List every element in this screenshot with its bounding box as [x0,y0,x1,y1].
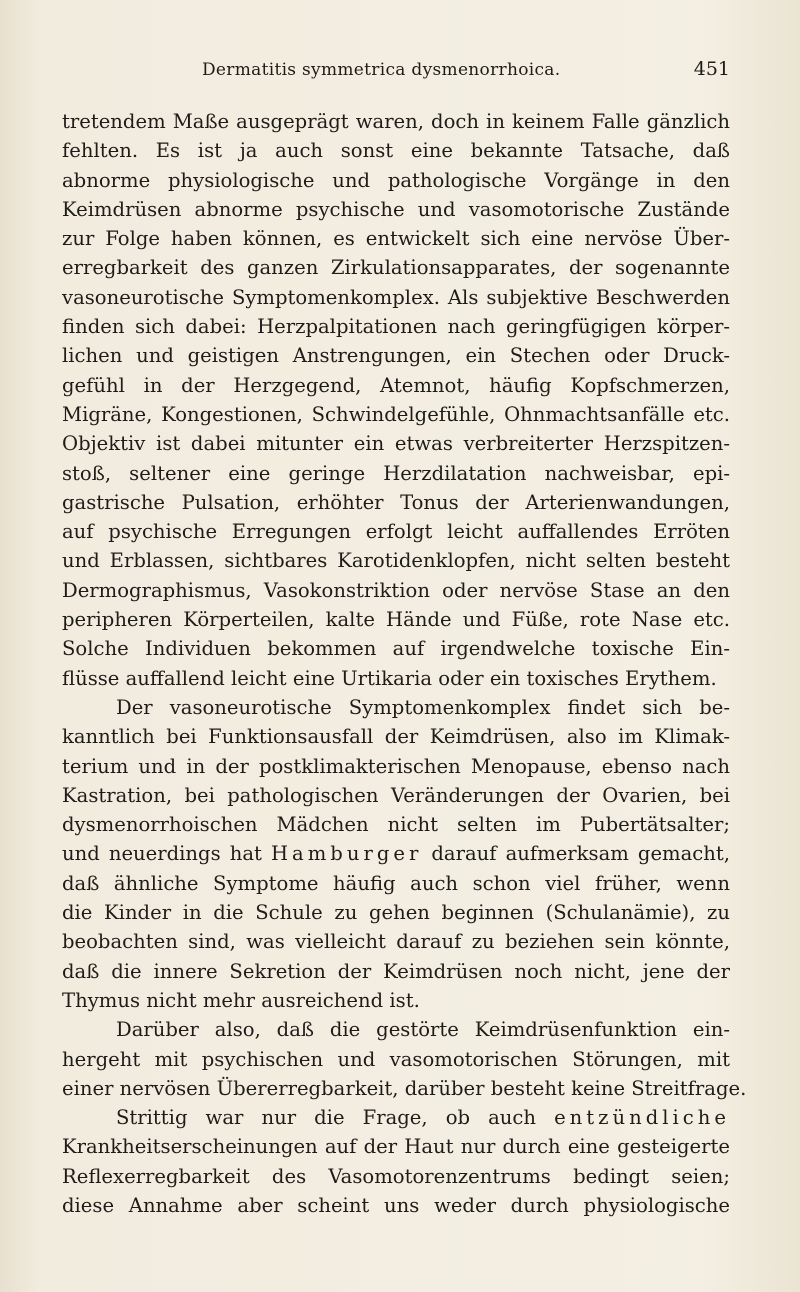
text-line: Thymus nicht mehr ausreichend ist. [62,988,420,1012]
text-line: beobachten sind, was vielleicht darauf zu beziehen sein könnte, [62,930,730,954]
text-line: terium und in der postklimakterischen Menopause, ebenso nach [62,754,730,778]
text-line: Strittig war nur die Frage, ob auch entzündliche [116,1106,730,1130]
text-line: und neuerdings hat Hamburger darauf aufmerksam gemacht, [62,842,730,866]
text-line: finden sich dabei: Herzpalpitationen nach geringfügigen körper- [62,315,730,339]
emphasized-word: entzündliche [554,1106,730,1130]
text-line: abnorme physiologische und pathologische Vorgänge in den [62,168,730,192]
text-line: daß ähnliche Symptome häufig auch schon viel früher, wenn [62,871,730,895]
body-text [62,107,747,1220]
text-line: diese Annahme aber scheint uns weder durch physiologische [62,1193,730,1217]
text-line: daß die innere Sekretion der Keimdrüsen noch nicht, jene der [62,959,730,983]
text-line: Migräne, Kongestionen, Schwindelgefühle, Ohnmachtsanfälle etc. [62,402,730,426]
running-title: Dermatitis symmetrica dysmenorrhoica. [202,60,561,80]
text-line: tretendem Maße ausgeprägt waren, doch in keinem Falle gänzlich [62,110,730,133]
text-line: Keimdrüsen abnorme psychische und vasomotorische Zustände [62,197,730,221]
text-line: lichen und geistigen Anstrengungen, ein Stechen oder Druck- [62,344,730,368]
text-line: peripheren Körperteilen, kalte Hände und Füße, rote Nase etc. [62,608,730,632]
page-number: 451 [693,58,730,80]
text-line: Reflexerregbarkeit des Vasomotorenzentrums bedingt seien; [62,1164,730,1188]
text-line: und Erblassen, sichtbares Karotidenklopfen, nicht selten besteht [62,549,730,573]
text-line: gefühl in der Herzgegend, Atemnot, häufig Kopfschmerzen, [62,373,730,397]
text-line: Kastration, bei pathologischen Veränderungen der Ovarien, bei [62,783,730,807]
text-line: Krankheitserscheinungen auf der Haut nur durch eine gesteigerte [62,1135,730,1159]
text-line: fehlten. Es ist ja auch sonst eine bekannte Tatsache, daß [62,139,730,163]
text-line: Der vasoneurotische Symptomenkomplex findet sich be- [116,695,730,719]
text-line: Dermographismus, Vasokonstriktion oder nervöse Stase an den [62,578,730,602]
text-line: hergeht mit psychischen und vasomotorischen Störungen, mit [62,1047,730,1071]
text-line: die Kinder in die Schule zu gehen beginnen (Schulanämie), zu [62,901,730,925]
text-line: gastrische Pulsation, erhöhter Tonus der Arterienwandungen, [62,490,730,514]
text-line: Darüber also, daß die gestörte Keimdrüsenfunktion ein- [116,1018,730,1042]
text-line: flüsse auffallend leicht eine Urtikaria oder ein toxisches Erythem. [62,666,717,690]
text-line: erregbarkeit des ganzen Zirkulationsapparates, der sogenannte [62,256,730,280]
text-line: stoß, seltener eine geringe Herzdilatation nachweisbar, epi- [62,461,730,485]
text-line: zur Folge haben können, es entwickelt sich eine nervöse Über- [62,227,730,251]
text-line: kanntlich bei Funktionsausfall der Keimdrüsen, also im Klimak- [62,725,730,749]
text-line: einer nervösen Übererregbarkeit, darüber besteht keine Streitfrage. [62,1076,747,1100]
text-line: Objektiv ist dabei mitunter ein etwas verbreiterter Herzspitzen- [62,432,730,456]
text-line: dysmenorrhoischen Mädchen nicht selten im Pubertätsalter; [62,813,730,837]
text-line: vasoneurotische Symptomenkomplex. Als subjektive Beschwerden [62,285,730,309]
emphasized-word: Hamburger [270,842,423,866]
page-header [62,58,730,88]
text-line: Solche Individuen bekommen auf irgendwelche toxische Ein- [62,637,730,661]
text-line: auf psychische Erregungen erfolgt leicht auffallendes Erröten [62,520,730,544]
